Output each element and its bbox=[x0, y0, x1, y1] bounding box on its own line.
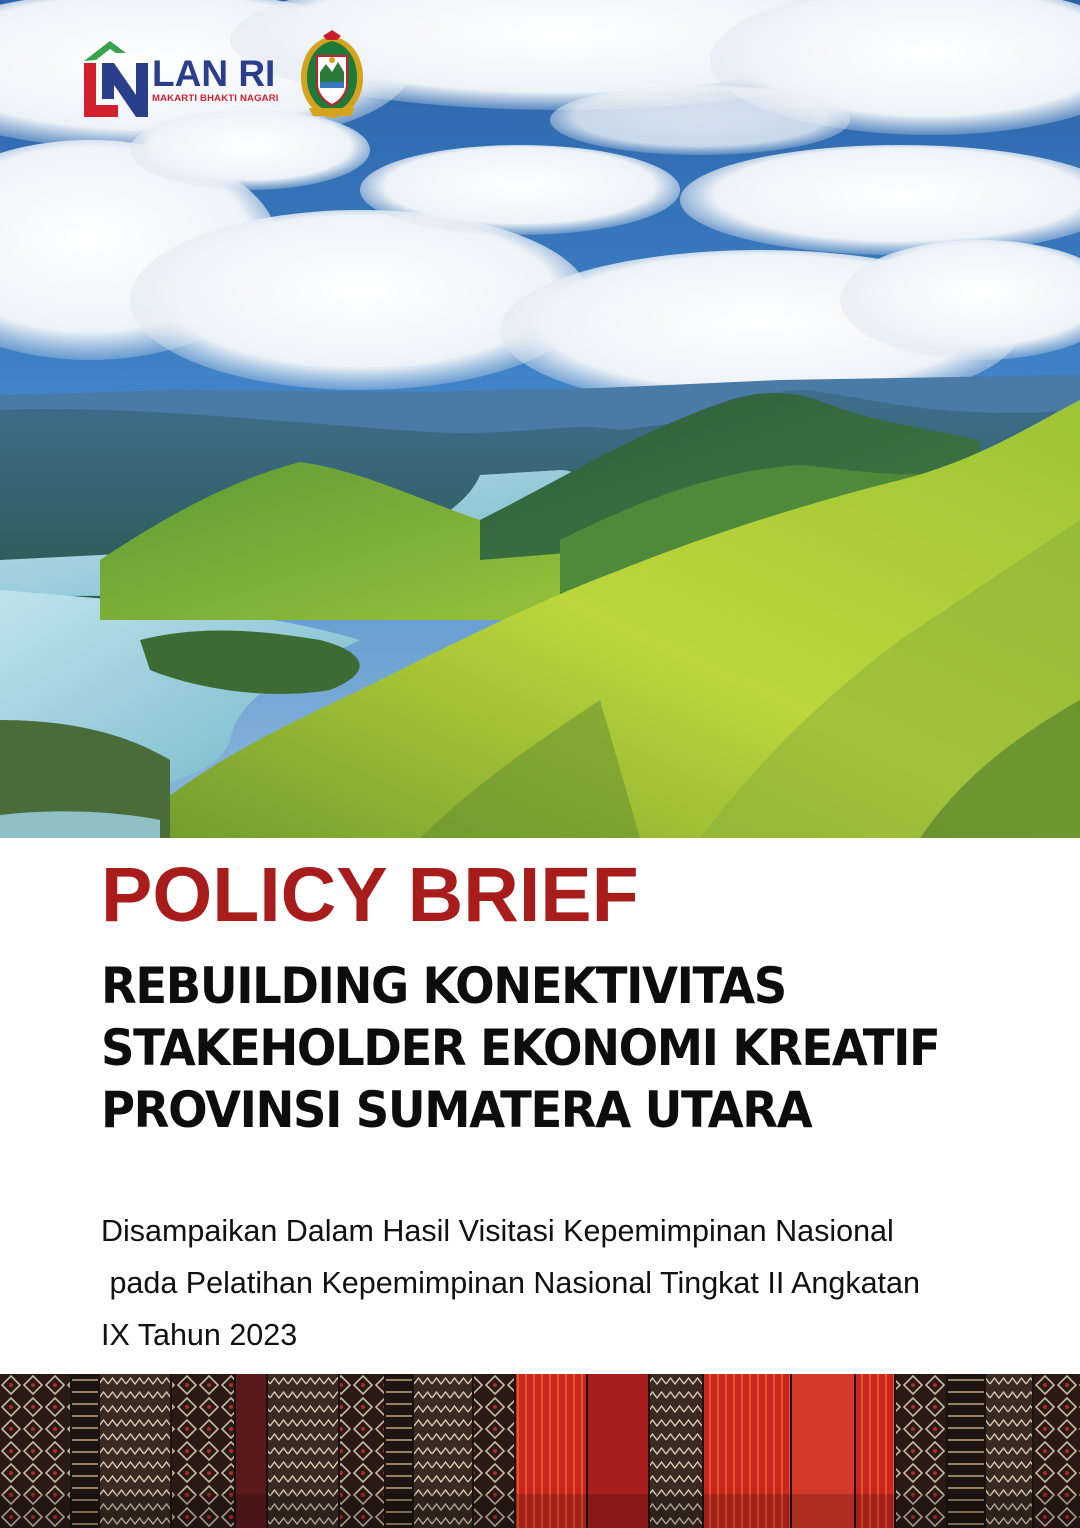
subtitle-line: pada Pelatihan Kepemimpinan Nasional Tingkat II Angkatan bbox=[101, 1266, 920, 1300]
textile-strip-illustration bbox=[0, 1374, 1080, 1528]
document-title-line: STAKEHOLDER EKONOMI KREATIF bbox=[101, 1019, 940, 1077]
provincial-emblem-icon bbox=[293, 30, 371, 122]
document-title bbox=[101, 955, 939, 1141]
logo-row bbox=[80, 30, 371, 122]
lan-ri-logo-icon bbox=[80, 33, 154, 119]
subtitle-line: IX Tahun 2023 bbox=[101, 1318, 298, 1352]
document-title-line: PROVINSI SUMATERA UTARA bbox=[101, 1081, 812, 1139]
ulos-textile-photo bbox=[0, 1374, 1080, 1528]
lan-ri-tagline: MAKARTI BHAKTI NAGARI bbox=[152, 93, 279, 104]
lan-ri-logo bbox=[80, 33, 279, 119]
lan-ri-name: LAN RI bbox=[152, 53, 276, 94]
document-title-line: REBUILDING KONEKTIVITAS bbox=[101, 957, 786, 1015]
policy-brief-label: POLICY BRIEF bbox=[101, 852, 639, 938]
subtitle-line: Disampaikan Dalam Hasil Visitasi Kepemimpinan Nasional bbox=[101, 1214, 894, 1248]
document-subtitle bbox=[101, 1205, 920, 1361]
